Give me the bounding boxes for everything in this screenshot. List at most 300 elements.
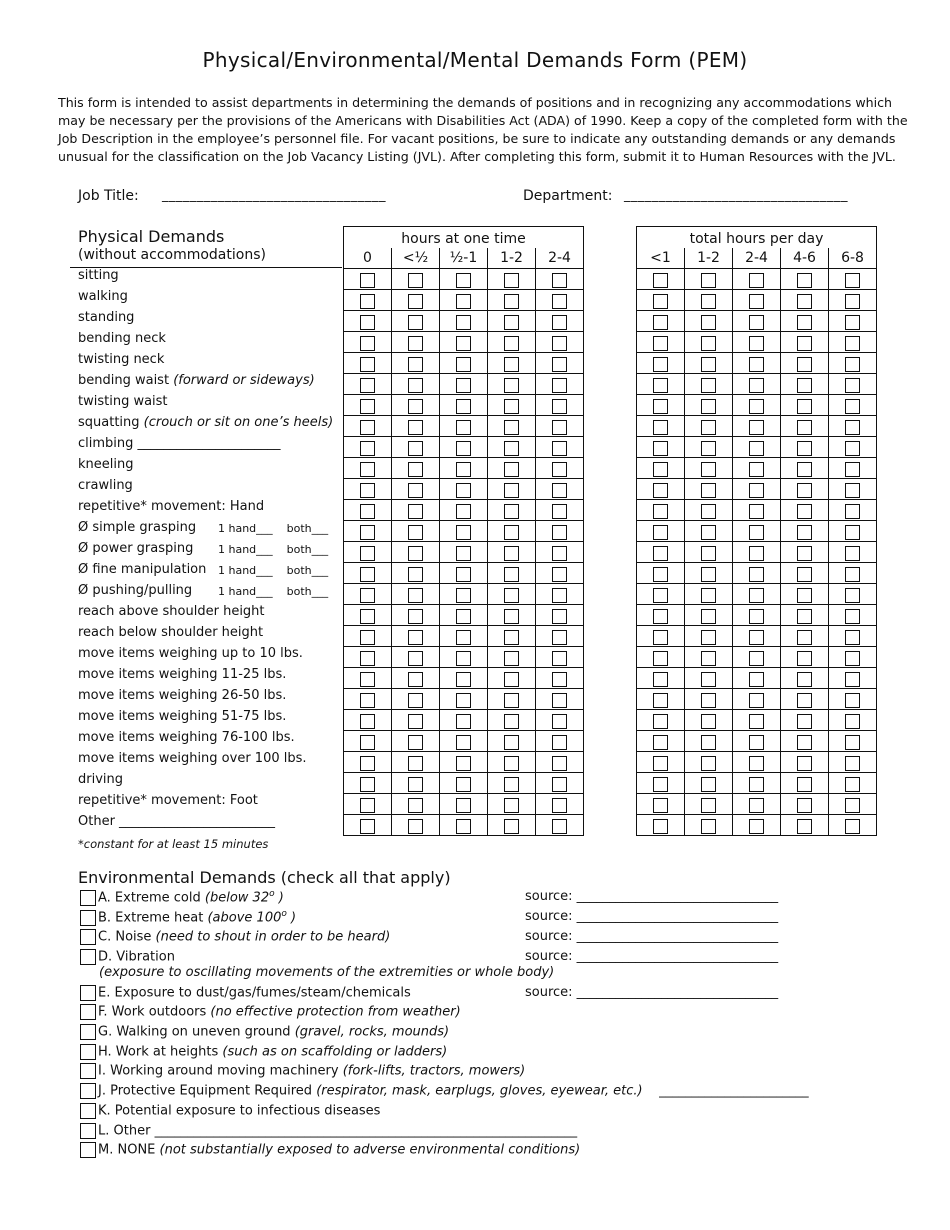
checkbox[interactable] <box>504 273 519 288</box>
checkbox[interactable] <box>749 672 764 687</box>
checkbox[interactable] <box>653 525 668 540</box>
checkbox[interactable] <box>552 630 567 645</box>
checkbox[interactable] <box>653 672 668 687</box>
checkbox[interactable] <box>552 798 567 813</box>
checkbox[interactable] <box>749 714 764 729</box>
checkbox[interactable] <box>80 1123 96 1139</box>
checkbox[interactable] <box>749 567 764 582</box>
checkbox[interactable] <box>701 525 716 540</box>
checkbox[interactable] <box>845 672 860 687</box>
checkbox[interactable] <box>408 420 423 435</box>
checkbox[interactable] <box>701 735 716 750</box>
checkbox[interactable] <box>552 756 567 771</box>
checkbox[interactable] <box>408 819 423 834</box>
checkbox[interactable] <box>80 1083 96 1099</box>
checkbox[interactable] <box>797 441 812 456</box>
checkbox[interactable] <box>701 336 716 351</box>
checkbox[interactable] <box>552 714 567 729</box>
checkbox[interactable] <box>504 672 519 687</box>
checkbox[interactable] <box>408 525 423 540</box>
checkbox[interactable] <box>456 357 471 372</box>
checkbox[interactable] <box>456 504 471 519</box>
checkbox[interactable] <box>80 1063 96 1079</box>
checkbox[interactable] <box>653 609 668 624</box>
source-field[interactable]: source: _______________________________ <box>525 929 779 944</box>
checkbox[interactable] <box>456 588 471 603</box>
checkbox[interactable] <box>701 441 716 456</box>
table-row <box>344 521 584 542</box>
checkbox[interactable] <box>360 819 375 834</box>
checkbox[interactable] <box>749 294 764 309</box>
checkbox[interactable] <box>360 525 375 540</box>
checkbox[interactable] <box>749 693 764 708</box>
checkbox[interactable] <box>408 672 423 687</box>
checkbox[interactable] <box>80 949 96 965</box>
checkbox[interactable] <box>653 420 668 435</box>
checkbox[interactable] <box>456 714 471 729</box>
checkbox[interactable] <box>552 651 567 666</box>
checkbox[interactable] <box>360 483 375 498</box>
checkbox[interactable] <box>749 525 764 540</box>
checkbox[interactable] <box>504 756 519 771</box>
checkbox[interactable] <box>749 798 764 813</box>
checkbox[interactable] <box>504 777 519 792</box>
checkbox[interactable] <box>653 798 668 813</box>
checkbox[interactable] <box>653 567 668 582</box>
checkbox[interactable] <box>456 672 471 687</box>
checkbox[interactable] <box>80 985 96 1001</box>
checkbox[interactable] <box>456 630 471 645</box>
checkbox[interactable] <box>701 672 716 687</box>
environmental-item-note: (below 32 <box>204 890 270 906</box>
checkbox[interactable] <box>456 399 471 414</box>
checkbox[interactable] <box>653 651 668 666</box>
checkbox[interactable] <box>845 441 860 456</box>
checkbox[interactable] <box>653 399 668 414</box>
checkbox[interactable] <box>504 651 519 666</box>
checkbox[interactable] <box>797 336 812 351</box>
checkbox[interactable] <box>701 588 716 603</box>
checkbox[interactable] <box>797 294 812 309</box>
checkbox[interactable] <box>360 756 375 771</box>
checkbox[interactable] <box>456 567 471 582</box>
checkbox[interactable] <box>360 420 375 435</box>
checkbox[interactable] <box>504 588 519 603</box>
checkbox[interactable] <box>797 315 812 330</box>
checkbox[interactable] <box>456 420 471 435</box>
checkbox[interactable] <box>360 399 375 414</box>
checkbox[interactable] <box>701 630 716 645</box>
checkbox[interactable] <box>456 378 471 393</box>
checkbox[interactable] <box>653 546 668 561</box>
checkbox[interactable] <box>456 798 471 813</box>
checkbox[interactable] <box>749 735 764 750</box>
checkbox[interactable] <box>845 483 860 498</box>
checkbox[interactable] <box>504 819 519 834</box>
checkbox[interactable] <box>845 294 860 309</box>
checkbox[interactable] <box>653 714 668 729</box>
checkbox[interactable] <box>749 651 764 666</box>
checkbox[interactable] <box>408 357 423 372</box>
checkbox[interactable] <box>408 378 423 393</box>
checkbox[interactable] <box>797 651 812 666</box>
checkbox[interactable] <box>653 777 668 792</box>
checkbox[interactable] <box>797 357 812 372</box>
checkbox[interactable] <box>701 567 716 582</box>
checkbox[interactable] <box>408 294 423 309</box>
checkbox[interactable] <box>504 693 519 708</box>
checkbox[interactable] <box>408 315 423 330</box>
checkbox[interactable] <box>552 273 567 288</box>
checkbox[interactable] <box>408 651 423 666</box>
checkbox[interactable] <box>360 462 375 477</box>
checkbox[interactable] <box>797 462 812 477</box>
checkbox[interactable] <box>845 819 860 834</box>
checkbox[interactable] <box>456 546 471 561</box>
checkbox[interactable] <box>797 525 812 540</box>
checkbox[interactable] <box>749 588 764 603</box>
checkbox[interactable] <box>552 567 567 582</box>
checkbox[interactable] <box>80 1103 96 1119</box>
checkbox[interactable] <box>845 777 860 792</box>
checkbox[interactable] <box>701 315 716 330</box>
checkbox[interactable] <box>552 336 567 351</box>
checkbox[interactable] <box>845 315 860 330</box>
checkbox[interactable] <box>797 273 812 288</box>
environmental-item-blank[interactable]: _______________________ <box>642 1083 809 1099</box>
checkbox[interactable] <box>701 693 716 708</box>
checkbox[interactable] <box>552 777 567 792</box>
checkbox[interactable] <box>749 756 764 771</box>
checkbox[interactable] <box>504 798 519 813</box>
environmental-item-blank[interactable]: _________________________________________________________________ <box>154 1123 578 1139</box>
checkbox[interactable] <box>456 525 471 540</box>
checkbox[interactable] <box>504 315 519 330</box>
source-field[interactable]: source: _______________________________ <box>525 985 779 1000</box>
checkbox[interactable] <box>797 504 812 519</box>
checkbox[interactable] <box>845 567 860 582</box>
checkbox[interactable] <box>701 714 716 729</box>
checkbox[interactable] <box>701 609 716 624</box>
checkbox[interactable] <box>552 462 567 477</box>
checkbox[interactable] <box>80 890 96 906</box>
checkbox[interactable] <box>552 525 567 540</box>
checkbox[interactable] <box>552 483 567 498</box>
checkbox[interactable] <box>749 420 764 435</box>
checkbox[interactable] <box>653 504 668 519</box>
checkbox[interactable] <box>749 462 764 477</box>
checkbox[interactable] <box>749 357 764 372</box>
checkbox[interactable] <box>797 756 812 771</box>
checkbox[interactable] <box>456 336 471 351</box>
checkbox[interactable] <box>749 546 764 561</box>
source-field[interactable]: source: _______________________________ <box>525 889 779 904</box>
checkbox[interactable] <box>360 651 375 666</box>
checkbox[interactable] <box>797 399 812 414</box>
checkbox[interactable] <box>504 399 519 414</box>
checkbox[interactable] <box>701 420 716 435</box>
checkbox[interactable] <box>653 819 668 834</box>
checkbox[interactable] <box>360 378 375 393</box>
checkbox[interactable] <box>408 567 423 582</box>
checkbox[interactable] <box>408 609 423 624</box>
checkbox[interactable] <box>408 714 423 729</box>
checkbox[interactable] <box>653 462 668 477</box>
checkbox[interactable] <box>408 462 423 477</box>
checkbox[interactable] <box>653 630 668 645</box>
checkbox[interactable] <box>408 735 423 750</box>
checkbox[interactable] <box>701 819 716 834</box>
checkbox[interactable] <box>653 336 668 351</box>
checkbox[interactable] <box>797 483 812 498</box>
checkbox[interactable] <box>845 630 860 645</box>
checkbox[interactable] <box>456 462 471 477</box>
checkbox[interactable] <box>797 672 812 687</box>
checkbox[interactable] <box>552 420 567 435</box>
checkbox[interactable] <box>456 315 471 330</box>
checkbox[interactable] <box>552 504 567 519</box>
checkbox[interactable] <box>552 315 567 330</box>
checkbox[interactable] <box>653 273 668 288</box>
checkbox[interactable] <box>797 588 812 603</box>
checkbox[interactable] <box>845 504 860 519</box>
checkbox[interactable] <box>504 294 519 309</box>
checkbox[interactable] <box>408 756 423 771</box>
checkbox[interactable] <box>360 294 375 309</box>
checkbox[interactable] <box>504 630 519 645</box>
checkbox[interactable] <box>408 630 423 645</box>
checkbox[interactable] <box>653 693 668 708</box>
checkbox[interactable] <box>408 777 423 792</box>
hand-selector[interactable]: 1 hand___ both___ <box>218 564 329 577</box>
checkbox[interactable] <box>504 504 519 519</box>
checkbox[interactable] <box>749 630 764 645</box>
checkbox[interactable] <box>845 756 860 771</box>
checkbox[interactable] <box>504 378 519 393</box>
checkbox[interactable] <box>701 399 716 414</box>
checkbox[interactable] <box>552 357 567 372</box>
checkbox[interactable] <box>653 315 668 330</box>
checkbox[interactable] <box>845 273 860 288</box>
checkbox[interactable] <box>701 777 716 792</box>
checkbox[interactable] <box>80 929 96 945</box>
row-label-text: kneeling <box>78 457 134 472</box>
checkbox[interactable] <box>845 735 860 750</box>
checkbox[interactable] <box>360 714 375 729</box>
checkbox[interactable] <box>701 483 716 498</box>
checkbox[interactable] <box>504 609 519 624</box>
checkbox[interactable] <box>552 546 567 561</box>
checkbox[interactable] <box>552 819 567 834</box>
checkbox[interactable] <box>552 588 567 603</box>
checkbox[interactable] <box>701 651 716 666</box>
checkbox[interactable] <box>504 735 519 750</box>
checkbox[interactable] <box>701 357 716 372</box>
checkbox[interactable] <box>552 735 567 750</box>
checkbox[interactable] <box>552 609 567 624</box>
checkbox[interactable] <box>845 378 860 393</box>
checkbox[interactable] <box>360 273 375 288</box>
checkbox[interactable] <box>504 357 519 372</box>
checkbox[interactable] <box>408 483 423 498</box>
checkbox[interactable] <box>80 910 96 926</box>
checkbox[interactable] <box>504 441 519 456</box>
environmental-item-note: (not substantially exposed to adverse environmental conditions) <box>159 1142 581 1158</box>
checkbox[interactable] <box>749 609 764 624</box>
checkbox[interactable] <box>80 1142 96 1158</box>
checkbox[interactable] <box>749 378 764 393</box>
checkbox[interactable] <box>360 504 375 519</box>
checkbox[interactable] <box>456 693 471 708</box>
checkbox[interactable] <box>797 693 812 708</box>
checkbox[interactable] <box>408 798 423 813</box>
checkbox[interactable] <box>653 756 668 771</box>
checkbox[interactable] <box>653 588 668 603</box>
checkbox[interactable] <box>797 777 812 792</box>
checkbox[interactable] <box>504 567 519 582</box>
department-field[interactable]: ________________________________ <box>624 188 848 203</box>
checkbox[interactable] <box>408 273 423 288</box>
checkbox[interactable] <box>797 567 812 582</box>
checkbox[interactable] <box>845 357 860 372</box>
checkbox[interactable] <box>701 294 716 309</box>
checkbox[interactable] <box>749 504 764 519</box>
checkbox[interactable] <box>701 378 716 393</box>
checkbox[interactable] <box>845 420 860 435</box>
checkbox[interactable] <box>456 735 471 750</box>
checkbox[interactable] <box>80 1024 96 1040</box>
checkbox[interactable] <box>360 609 375 624</box>
checkbox[interactable] <box>797 735 812 750</box>
checkbox[interactable] <box>749 441 764 456</box>
checkbox[interactable] <box>408 588 423 603</box>
source-field[interactable]: source: _______________________________ <box>525 949 779 964</box>
checkbox[interactable] <box>456 294 471 309</box>
checkbox[interactable] <box>701 273 716 288</box>
checkbox[interactable] <box>797 546 812 561</box>
checkbox[interactable] <box>360 588 375 603</box>
checkbox[interactable] <box>504 336 519 351</box>
checkbox[interactable] <box>653 483 668 498</box>
checkbox[interactable] <box>653 357 668 372</box>
checkbox[interactable] <box>845 693 860 708</box>
checkbox[interactable] <box>408 546 423 561</box>
checkbox[interactable] <box>749 819 764 834</box>
checkbox[interactable] <box>701 798 716 813</box>
hand-selector[interactable]: 1 hand___ both___ <box>218 543 329 556</box>
checkbox[interactable] <box>749 336 764 351</box>
checkbox[interactable] <box>456 777 471 792</box>
checkbox[interactable] <box>408 336 423 351</box>
checkbox[interactable] <box>749 777 764 792</box>
checkbox[interactable] <box>653 294 668 309</box>
checkbox[interactable] <box>360 798 375 813</box>
checkbox[interactable] <box>749 483 764 498</box>
checkbox[interactable] <box>408 441 423 456</box>
checkbox[interactable] <box>845 588 860 603</box>
checkbox[interactable] <box>797 420 812 435</box>
checkbox[interactable] <box>797 609 812 624</box>
checkbox[interactable] <box>701 504 716 519</box>
checkbox[interactable] <box>360 777 375 792</box>
checkbox[interactable] <box>653 735 668 750</box>
checkbox[interactable] <box>845 546 860 561</box>
checkbox[interactable] <box>80 1044 96 1060</box>
checkbox[interactable] <box>797 378 812 393</box>
checkbox[interactable] <box>797 630 812 645</box>
checkbox[interactable] <box>749 273 764 288</box>
checkbox[interactable] <box>456 819 471 834</box>
checkbox[interactable] <box>797 798 812 813</box>
checkbox[interactable] <box>552 672 567 687</box>
checkbox[interactable] <box>701 756 716 771</box>
checkbox[interactable] <box>360 630 375 645</box>
checkbox[interactable] <box>749 315 764 330</box>
checkbox[interactable] <box>504 420 519 435</box>
checkbox[interactable] <box>552 378 567 393</box>
checkbox[interactable] <box>360 315 375 330</box>
checkbox[interactable] <box>360 441 375 456</box>
checkbox[interactable] <box>360 693 375 708</box>
checkbox[interactable] <box>797 819 812 834</box>
checkbox[interactable] <box>845 462 860 477</box>
checkbox[interactable] <box>408 399 423 414</box>
checkbox[interactable] <box>360 672 375 687</box>
checkbox[interactable] <box>456 651 471 666</box>
checkbox[interactable] <box>749 399 764 414</box>
checkbox[interactable] <box>504 546 519 561</box>
source-field[interactable]: source: _______________________________ <box>525 909 779 924</box>
checkbox[interactable] <box>456 756 471 771</box>
checkbox[interactable] <box>360 567 375 582</box>
checkbox[interactable] <box>845 609 860 624</box>
checkbox[interactable] <box>456 441 471 456</box>
hand-selector[interactable]: 1 hand___ both___ <box>218 585 329 598</box>
checkbox[interactable] <box>701 546 716 561</box>
checkbox[interactable] <box>80 1004 96 1020</box>
checkbox[interactable] <box>552 441 567 456</box>
checkbox[interactable] <box>504 483 519 498</box>
checkbox[interactable] <box>360 546 375 561</box>
checkbox[interactable] <box>552 399 567 414</box>
checkbox[interactable] <box>845 399 860 414</box>
checkbox[interactable] <box>504 462 519 477</box>
checkbox[interactable] <box>845 798 860 813</box>
checkbox[interactable] <box>552 294 567 309</box>
checkbox[interactable] <box>456 609 471 624</box>
checkbox[interactable] <box>408 504 423 519</box>
checkbox[interactable] <box>845 525 860 540</box>
checkbox[interactable] <box>456 273 471 288</box>
checkbox[interactable] <box>797 714 812 729</box>
checkbox[interactable] <box>360 336 375 351</box>
checkbox[interactable] <box>360 735 375 750</box>
checkbox[interactable] <box>456 483 471 498</box>
checkbox[interactable] <box>552 693 567 708</box>
checkbox[interactable] <box>504 714 519 729</box>
job-title-field[interactable]: ________________________________ <box>162 188 386 203</box>
checkbox[interactable] <box>504 525 519 540</box>
checkbox[interactable] <box>845 714 860 729</box>
checkbox[interactable] <box>701 462 716 477</box>
checkbox[interactable] <box>653 441 668 456</box>
checkbox[interactable] <box>653 378 668 393</box>
checkbox[interactable] <box>360 357 375 372</box>
checkbox[interactable] <box>408 693 423 708</box>
checkbox[interactable] <box>845 651 860 666</box>
hand-selector[interactable]: 1 hand___ both___ <box>218 522 329 535</box>
checkbox[interactable] <box>845 336 860 351</box>
